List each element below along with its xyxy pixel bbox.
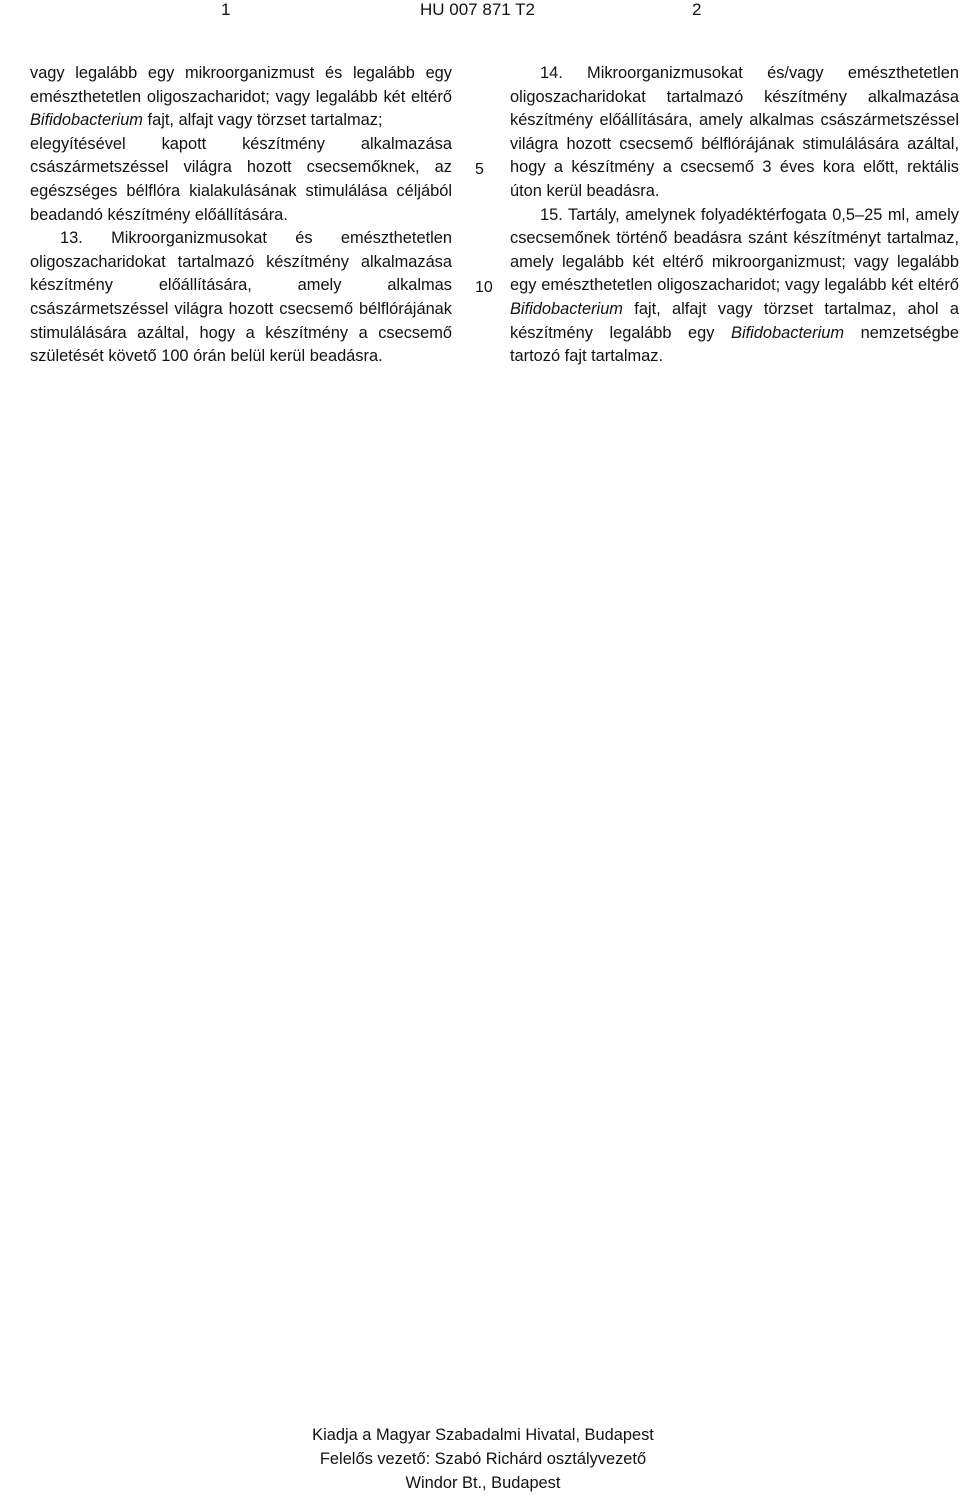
species-name-italic: Bifidobacterium <box>30 111 143 130</box>
left-page-number: 1 <box>221 0 231 19</box>
line-number-5: 5 <box>475 161 484 178</box>
right-page-number: 2 <box>692 0 702 19</box>
left-column <box>30 62 452 369</box>
text-run: vagy legalább egy mikroorganizmust és legalább egy emészthetetlen oligoszacharidot; vagy legalább két eltérő <box>30 64 452 106</box>
text-run: nemzetségbe tartozó fajt tartalmaz. <box>510 323 959 366</box>
claim-15-paragraph <box>510 204 959 369</box>
document-id: HU 007 871 T2 <box>420 0 535 19</box>
publisher-line: Kiadja a Magyar Szabadalmi Hivatal, Budapest <box>312 1426 654 1444</box>
text-run: 15. Tartály, amelynek folyadéktérfogata 0,5–25 ml, amely csecsemőnek történő beadásra szánt készítményt tartalmaz, amely legalább két eltérő mikroorganizmust; vagy legalább egy emészthetetlen oligoszacharidot; vagy legalább két eltérő <box>510 205 959 295</box>
text-run: fajt, alfajt vagy törzset tartalmaz; <box>142 111 383 130</box>
claim-12-tail-paragraph: elegyítésével kapott készítmény alkalmazása császármetszéssel világra hozott csecsemőknek, az egészséges bélflóra kialakulásának stimulálása céljából beadandó készítmény előállítására. <box>30 134 452 224</box>
right-column <box>510 62 959 369</box>
claim-13-paragraph: 13. Mikroorganizmusokat és emészthetetlen oligoszacharidokat tartalmazó készítmény alkalmazása készítmény előállítására, amely alkalmas császármetszéssel világra hozott csecsemő bélflórájának stimulálására azáltal, hogy a készítmény a csecsemő születését követő 100 órán belül kerül beadásra. <box>30 229 452 366</box>
species-name-italic: Bifidobacterium <box>731 323 844 342</box>
claim-continuation-paragraph <box>30 62 452 133</box>
printer-line: Windor Bt., Budapest <box>405 1474 561 1492</box>
text-run: fajt, alfajt vagy törzset tartalmaz, ahol a készítmény legalább egy <box>510 299 959 342</box>
claim-14-paragraph: 14. Mikroorganizmusokat és/vagy emészthetetlen oligoszacharidokat tartalmazó készítmény alkalmazása készítmény előállítására, amely alkalmas császármetszéssel világra hozott csecsemő bélflórájának stimulálására azáltal, hogy a készítmény a csecsemő 3 éves kora előtt, rektális úton kerül beadásra. <box>510 64 959 200</box>
page-footer <box>0 1423 960 1495</box>
page-header <box>0 0 960 22</box>
species-name-italic: Bifidobacterium <box>510 299 623 318</box>
responsible-person-line: Felelős vezető: Szabó Richárd osztályvezető <box>319 1450 647 1468</box>
line-number-10: 10 <box>475 279 493 296</box>
